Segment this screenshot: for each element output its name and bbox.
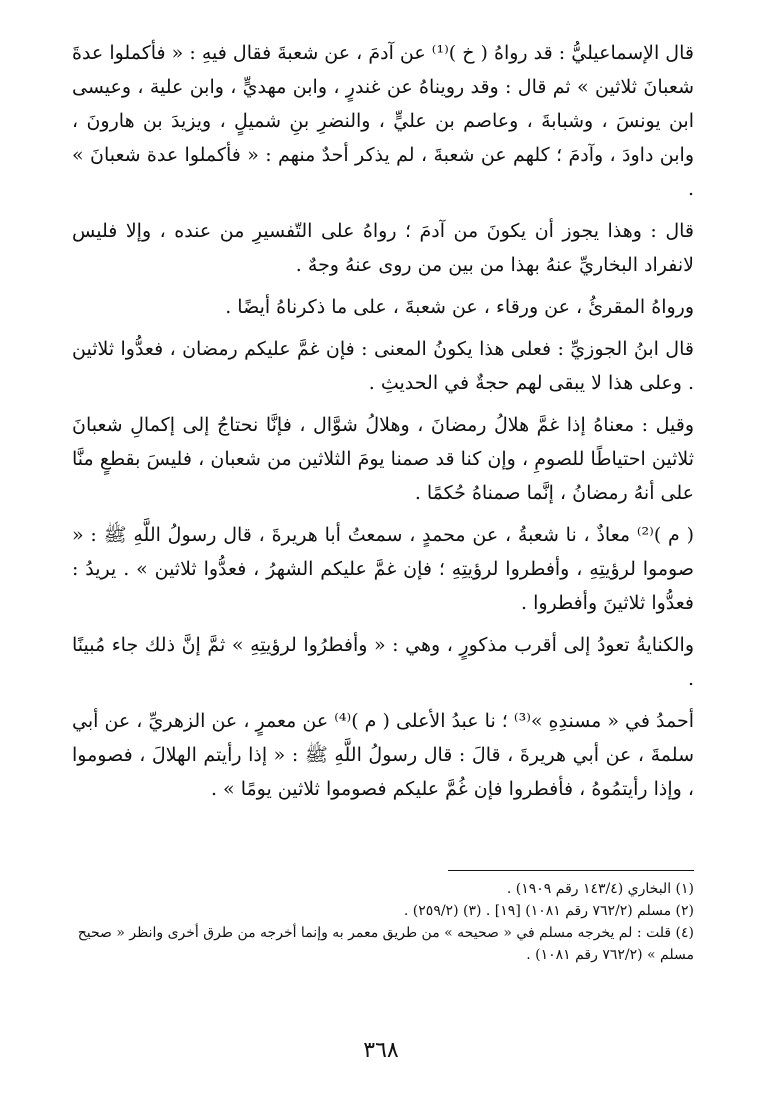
paragraph-3: ورواهُ المقرئُ ، عن ورقاء ، عن شعبةَ ، على ما ذكرناهُ أيضًا .: [225, 296, 694, 318]
main-text: [72, 36, 694, 814]
footnote-divider: [448, 870, 694, 871]
paragraph-7: والكنايةُ تعودُ إلى أقرب مذكورٍ ، وهي : « وأفطرُوا لرؤيتِهِ » ثمَّ إنَّ ذلك جاء مُبينًا .: [72, 634, 694, 690]
footnote-2-3: (٢) مسلم (٧٦٢/٢ رقم ١٠٨١) [١٩] . (٣) (٢٥٩/٢) .: [403, 903, 694, 919]
paragraph-6: ( م )⁽²⁾ معاذٌ ، نا شعبةُ ، عن محمدٍ ، سمعتُ أبا هريرةَ ، قال رسولُ اللَّهِ ﷺ : « صوموا لرؤيتِهِ ، وأفطروا لرؤيتِهِ ؛ فإن غمَّ عليكم الشهرُ ، فعدُّوا ثلاثين » . يريدُ : فعدُّوا ثلاثينَ وأفطروا .: [72, 524, 694, 614]
footnote-1: (١) البخاري (١٤٣/٤ رقم ١٩٠٩) .: [506, 881, 694, 897]
paragraph-2: قال : وهذا يجوز أن يكونَ من آدمَ ؛ رواهُ على التّفسيرِ من عنده ، وإلا فليس لانفراد البخاريِّ عنهُ بهذا من بين من روى عنهُ وجهٌ .: [72, 220, 694, 276]
page-number: ٣٦٨: [363, 1038, 399, 1063]
paragraph-1: قال الإسماعيليُّ : قد رواهُ ( خ )⁽¹⁾ عن آدمَ ، عن شعبةَ فقال فيهِ : « فأكملوا عدةَ شعبانَ ثلاثين » ثم قال : وقد رويناهُ عن غندرٍ ، وابن مهديٍّ ، وابن علية ، وعيسى ابن يونسَ ، وشبابةَ ، وعاصم بن عليٍّ ، والنضرِ بنِ شميلٍ ، ويزيدَ بن هارونَ ، وابن داودَ ، وآدمَ ؛ كلهم عن شعبةَ ، لم يذكر أحدٌ منهم : « فأكملوا عدة شعبانَ » .: [72, 42, 694, 200]
paragraph-5: وقيل : معناهُ إذا غمَّ هلالُ رمضانَ ، وهلالُ شوَّال ، فإنَّا نحتاجُ إلى إكمالِ شعبانَ ثلاثين احتياطًا للصومِ ، وإن كنا قد صمنا يومَ الثلاثين من شعبان ، فليسَ بقطعٍ منَّا على أنهُ رمضانُ ، إنَّما صمناهُ حُكمًا .: [72, 414, 694, 504]
paragraph-4: قال ابنُ الجوزيِّ : فعلى هذا يكونُ المعنى : فإن غمَّ عليكم رمضان ، فعدُّوا ثلاثين . وعلى هذا لا يبقى لهم حجةٌ في الحديثِ .: [72, 338, 694, 394]
paragraph-8: أحمدُ في « مسندِهِ »⁽³⁾ ؛ نا عبدُ الأعلى ( م )⁽⁴⁾ عن معمرٍ ، عن الزهريِّ ، عن أبي سلمةَ ، عن أبي هريرةَ ، قالَ : قال رسولُ اللَّهِ ﷺ : « إذا رأيتم الهلالَ ، فصوموا ، وإذا رأيتمُوهُ ، فأفطروا فإن غُمَّ عليكم فصوموا ثلاثين يومًا » .: [72, 710, 695, 800]
footnotes: [72, 878, 694, 966]
footnote-4: (٤) قلت : لم يخرجه مسلم في « صحيحه » من طريق معمر به وإنما أخرجه من طرق أخرى وانظر « صحيح مسلم » (٧٦٢/٢ رقم ١٠٨١) .: [77, 925, 694, 963]
